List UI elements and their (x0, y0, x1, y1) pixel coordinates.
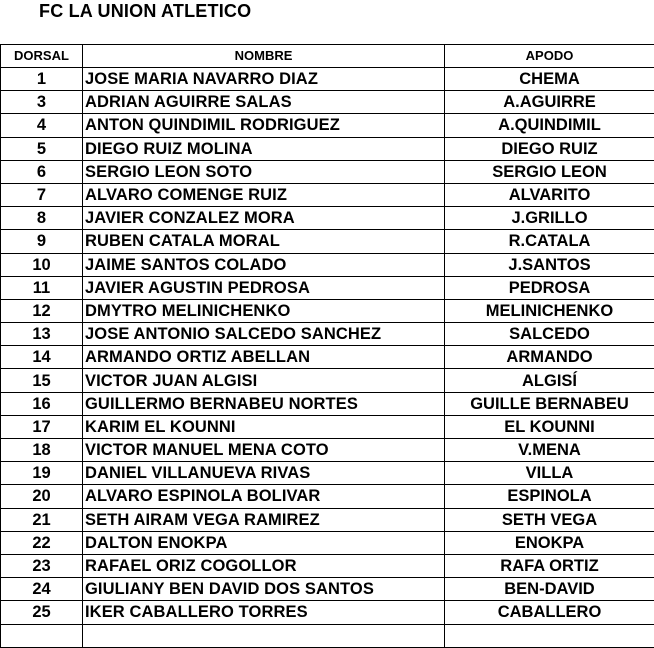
cell-apodo: ARMANDO (445, 346, 654, 369)
cell-nombre: JOSE MARIA NAVARRO DIAZ (83, 68, 445, 91)
cell-apodo: A.QUINDIMIL (445, 114, 654, 137)
cell-nombre: JAVIER AGUSTIN PEDROSA (83, 276, 445, 299)
cell-nombre: JOSE ANTONIO SALCEDO SANCHEZ (83, 323, 445, 346)
cell-dorsal: 12 (1, 299, 83, 322)
cell-nombre: SERGIO LEON SOTO (83, 160, 445, 183)
cell-apodo: J.GRILLO (445, 207, 654, 230)
cell-dorsal: 15 (1, 369, 83, 392)
table-row (1, 137, 654, 160)
cell-dorsal: 13 (1, 323, 83, 346)
cell-dorsal: 22 (1, 531, 83, 554)
cell-apodo: ALVARITO (445, 183, 654, 206)
cell-dorsal: 11 (1, 276, 83, 299)
table-row (1, 578, 654, 601)
table-row (1, 68, 654, 91)
table-row (1, 601, 654, 624)
cell-apodo: GUILLE BERNABEU (445, 392, 654, 415)
cell-nombre: ADRIAN AGUIRRE SALAS (83, 91, 445, 114)
table-row (1, 392, 654, 415)
cell-nombre: ARMANDO ORTIZ ABELLAN (83, 346, 445, 369)
cell-nombre: SETH AIRAM VEGA RAMIREZ (83, 508, 445, 531)
team-title: FC LA UNION ATLETICO (39, 1, 252, 21)
cell-dorsal: 16 (1, 392, 83, 415)
cell-apodo: SALCEDO (445, 323, 654, 346)
cell-dorsal: 20 (1, 485, 83, 508)
table-row (1, 253, 654, 276)
cell-nombre: GUILLERMO BERNABEU NORTES (83, 392, 445, 415)
cell-apodo: RAFA ORTIZ (445, 554, 654, 577)
cell-apodo: DIEGO RUIZ (445, 137, 654, 160)
cell-apodo: J.SANTOS (445, 253, 654, 276)
table-row (1, 508, 654, 531)
table-row (1, 369, 654, 392)
cell-nombre: DALTON ENOKPA (83, 531, 445, 554)
cell-dorsal: 19 (1, 462, 83, 485)
cell-apodo: ESPINOLA (445, 485, 654, 508)
cell-nombre: VICTOR JUAN ALGISI (83, 369, 445, 392)
cell-dorsal: 10 (1, 253, 83, 276)
cell-nombre: ALVARO COMENGE RUIZ (83, 183, 445, 206)
table-row (1, 439, 654, 462)
cell-apodo: EL KOUNNI (445, 415, 654, 438)
table-row (1, 114, 654, 137)
cell-dorsal: 9 (1, 230, 83, 253)
cell-nombre: JAIME SANTOS COLADO (83, 253, 445, 276)
table-row (1, 531, 654, 554)
header-row (1, 45, 654, 68)
table-row (1, 323, 654, 346)
header-nombre: NOMBRE (83, 45, 445, 68)
cell-nombre: VICTOR MANUEL MENA COTO (83, 439, 445, 462)
table-row (1, 415, 654, 438)
cell-nombre: DIEGO RUIZ MOLINA (83, 137, 445, 160)
cell-apodo: SETH VEGA (445, 508, 654, 531)
cell-dorsal: 4 (1, 114, 83, 137)
cell-nombre: KARIM EL KOUNNI (83, 415, 445, 438)
table-row (1, 346, 654, 369)
cell-nombre: DMYTRO MELINICHENKO (83, 299, 445, 322)
cell-nombre (83, 624, 445, 647)
cell-nombre: ALVARO ESPINOLA BOLIVAR (83, 485, 445, 508)
cell-apodo: CABALLERO (445, 601, 654, 624)
cell-apodo: SERGIO LEON (445, 160, 654, 183)
cell-dorsal: 25 (1, 601, 83, 624)
table-row (1, 554, 654, 577)
cell-nombre: DANIEL VILLANUEVA RIVAS (83, 462, 445, 485)
header-apodo: APODO (445, 45, 654, 68)
cell-dorsal: 6 (1, 160, 83, 183)
cell-apodo: VILLA (445, 462, 654, 485)
cell-nombre: RAFAEL ORIZ COGOLLOR (83, 554, 445, 577)
table-row (1, 207, 654, 230)
cell-dorsal: 24 (1, 578, 83, 601)
roster-table (0, 44, 654, 648)
table-row (1, 276, 654, 299)
table-row (1, 183, 654, 206)
cell-dorsal: 23 (1, 554, 83, 577)
table-row (1, 299, 654, 322)
table-row (1, 160, 654, 183)
cell-apodo: ENOKPA (445, 531, 654, 554)
table-row-empty (1, 624, 654, 647)
cell-nombre: JAVIER CONZALEZ MORA (83, 207, 445, 230)
cell-nombre: IKER CABALLERO TORRES (83, 601, 445, 624)
table-row (1, 230, 654, 253)
cell-dorsal: 18 (1, 439, 83, 462)
cell-dorsal: 5 (1, 137, 83, 160)
table-row (1, 485, 654, 508)
cell-dorsal: 21 (1, 508, 83, 531)
table-row (1, 462, 654, 485)
cell-nombre: GIULIANY BEN DAVID DOS SANTOS (83, 578, 445, 601)
cell-apodo: V.MENA (445, 439, 654, 462)
cell-dorsal: 7 (1, 183, 83, 206)
cell-apodo: R.CATALA (445, 230, 654, 253)
cell-dorsal: 17 (1, 415, 83, 438)
cell-dorsal: 1 (1, 68, 83, 91)
cell-apodo: A.AGUIRRE (445, 91, 654, 114)
cell-apodo: PEDROSA (445, 276, 654, 299)
header-dorsal: DORSAL (1, 45, 83, 68)
cell-nombre: RUBEN CATALA MORAL (83, 230, 445, 253)
cell-dorsal: 8 (1, 207, 83, 230)
table-row (1, 91, 654, 114)
cell-apodo: BEN-DAVID (445, 578, 654, 601)
cell-dorsal (1, 624, 83, 647)
cell-apodo: MELINICHENKO (445, 299, 654, 322)
cell-apodo: ALGISÍ (445, 369, 654, 392)
cell-dorsal: 14 (1, 346, 83, 369)
cell-apodo: CHEMA (445, 68, 654, 91)
cell-dorsal: 3 (1, 91, 83, 114)
cell-apodo (445, 624, 654, 647)
cell-nombre: ANTON QUINDIMIL RODRIGUEZ (83, 114, 445, 137)
